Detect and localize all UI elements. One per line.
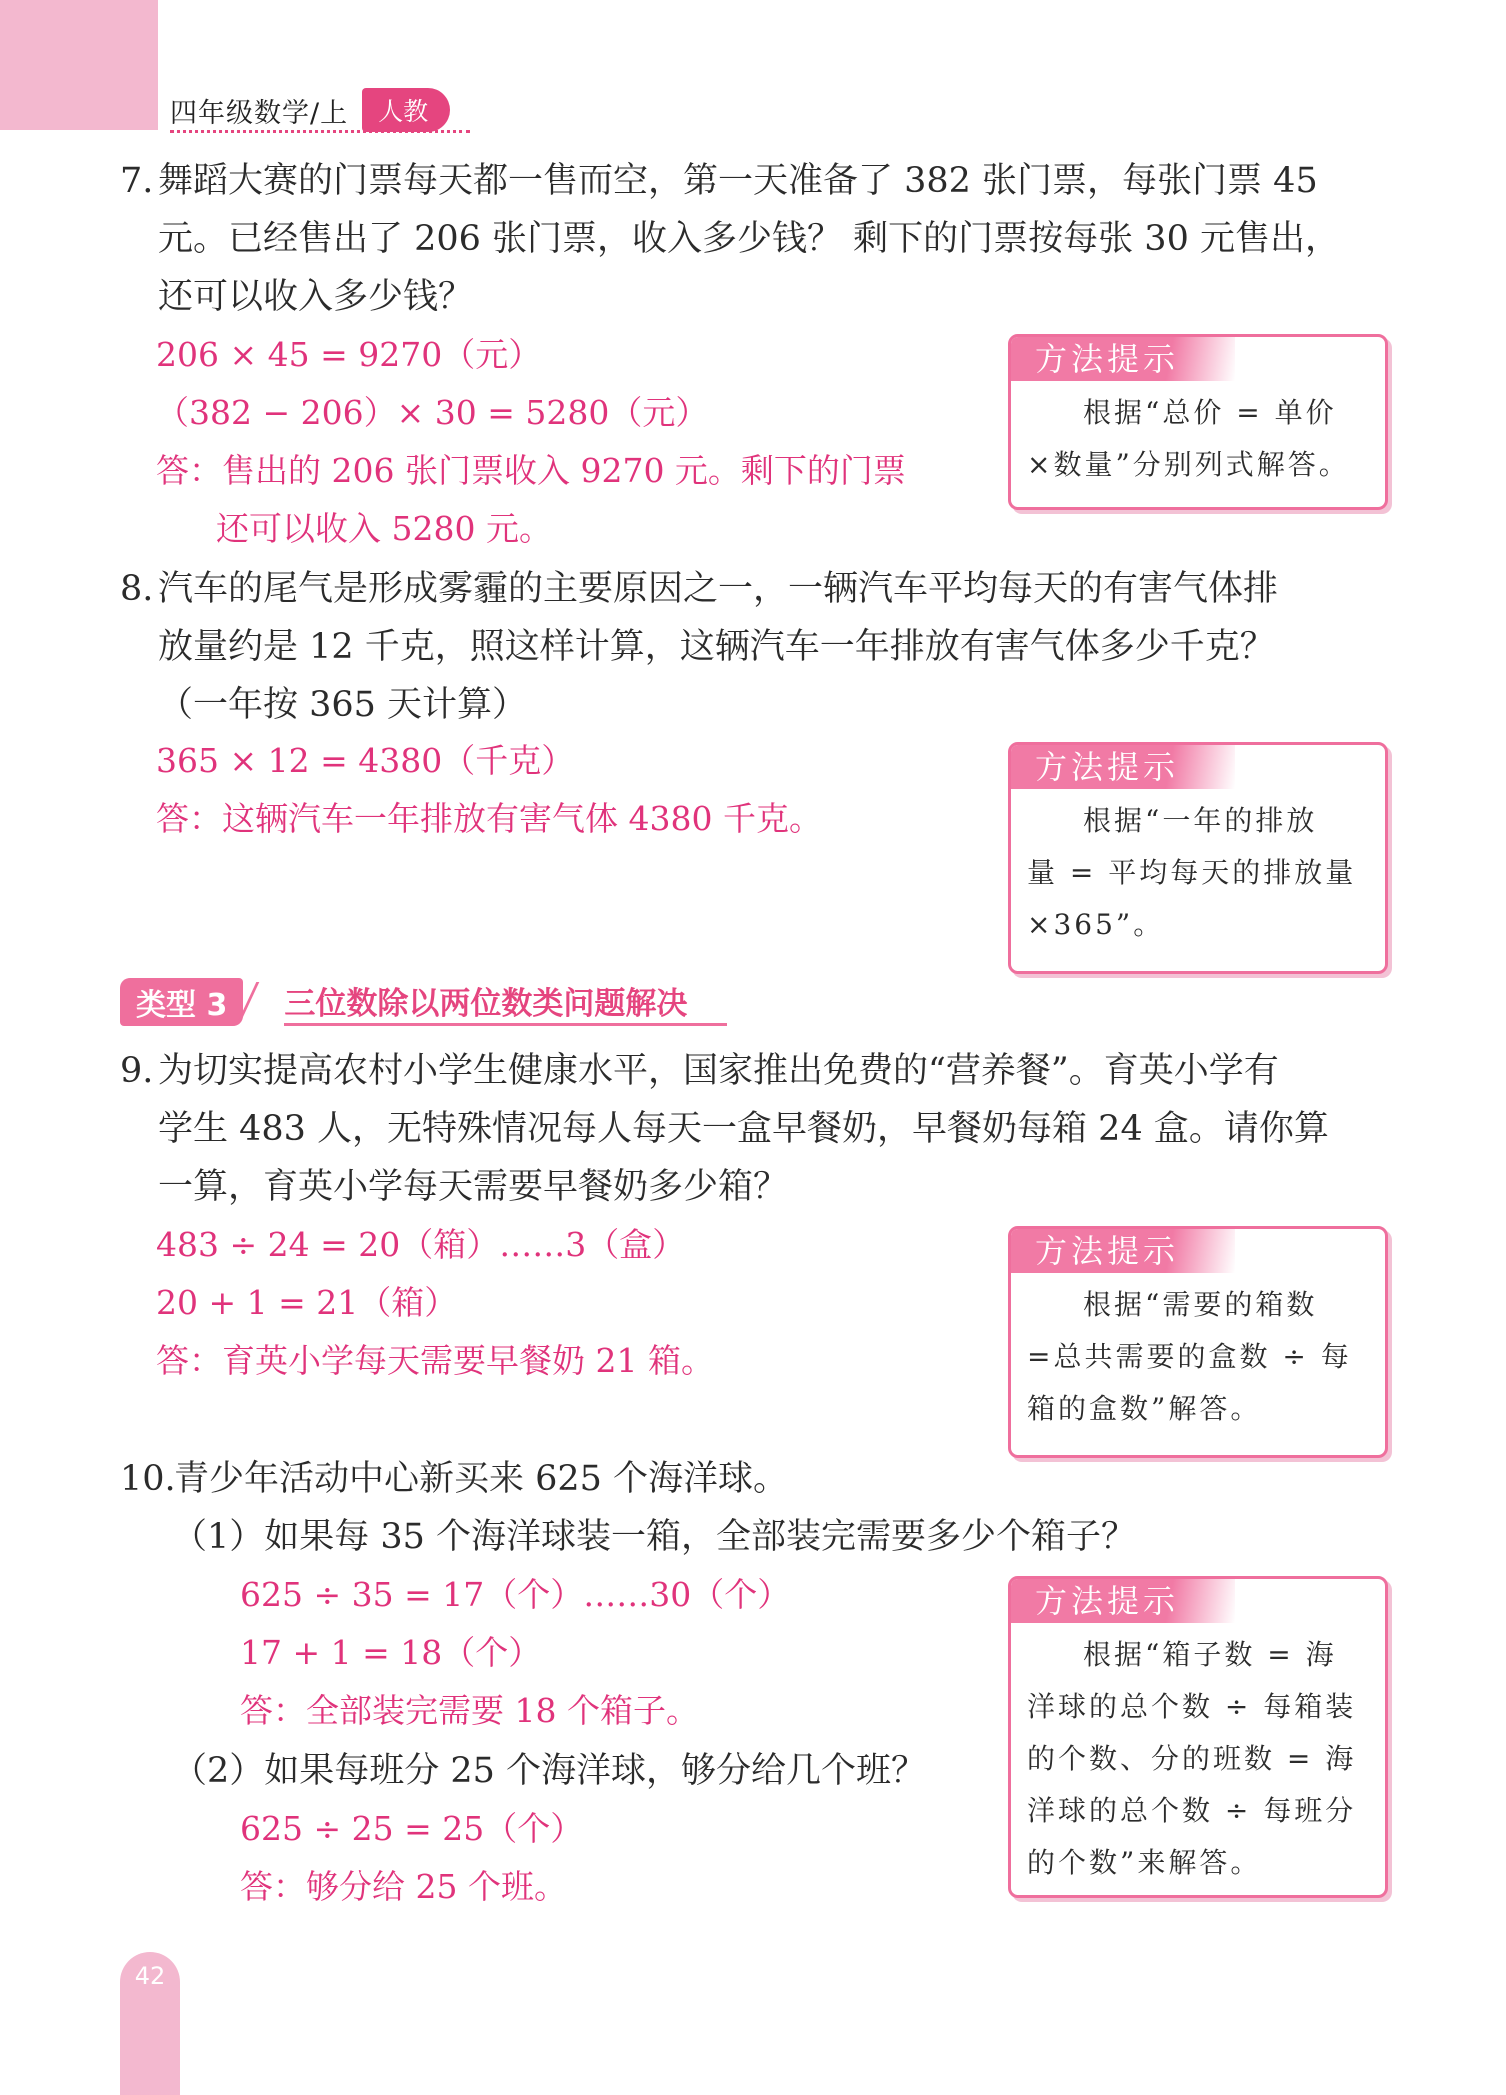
method-tip-7	[1008, 334, 1388, 510]
answer-7	[156, 326, 906, 558]
answer-line: 483 ÷ 24 = 20（箱）……3（盒）	[156, 1225, 686, 1264]
answer-line: 答：够分给 25 个班。	[240, 1867, 567, 1906]
answer-line: 365 × 12 = 4380（千克）	[156, 741, 575, 780]
problem-line: 还可以收入多少钱？	[158, 277, 474, 317]
problem-8	[120, 560, 1390, 734]
tip-body	[1027, 1279, 1371, 1435]
answer-10-2	[240, 1800, 583, 1916]
tip-line: 洋球的总个数 ÷ 每班分	[1027, 1794, 1357, 1827]
answer-line: 625 ÷ 25 = 25（个）	[240, 1809, 584, 1848]
tip-line: 箱的盒数”解答。	[1027, 1392, 1262, 1425]
tip-line: 洋球的总个数 ÷ 每箱装	[1027, 1690, 1357, 1723]
corner-tab	[0, 0, 158, 130]
tip-line: 根据“一年的排放	[1083, 804, 1318, 837]
method-tip-9	[1008, 1226, 1388, 1458]
tip-title: 方法提示	[1011, 337, 1235, 381]
problem-number: 7.	[120, 161, 154, 201]
problem-line: 青少年活动中心新买来 625 个海洋球。	[174, 1459, 789, 1499]
question-10-2	[172, 1742, 992, 1800]
problem-number: 10.	[120, 1459, 176, 1499]
section-divider	[238, 982, 290, 1022]
tip-line: 量 = 平均每天的排放量	[1027, 856, 1357, 889]
page-number: 42	[134, 1962, 166, 1990]
tip-title: 方法提示	[1011, 1229, 1235, 1273]
answer-line: 20 + 1 = 21（箱）	[156, 1283, 458, 1322]
section-title: 三位数除以两位数类问题解决	[284, 978, 727, 1026]
section-badge: 类型 3	[120, 978, 243, 1026]
question-10-1	[172, 1508, 1272, 1566]
tip-line: 的个数、分的班数 = 海	[1027, 1742, 1357, 1775]
tip-line: 的个数”来解答。	[1027, 1846, 1262, 1879]
answer-line: 答：这辆汽车一年排放有害气体 4380 千克。	[156, 799, 822, 838]
subject-label: 四年级数学/上	[170, 97, 349, 129]
method-tip-8	[1008, 742, 1388, 974]
problem-7	[120, 152, 1390, 326]
problem-line: 元。已经售出了 206 张门票，收入多少钱？ 剩下的门票按每张 30 元售出，	[158, 219, 1340, 259]
tip-line: 根据“总价 = 单价	[1083, 396, 1337, 429]
tip-body	[1027, 387, 1371, 491]
problem-line: 舞蹈大赛的门票每天都一售而空，第一天准备了 382 张门票，每张门票 45	[158, 161, 1318, 201]
answer-line: 206 × 45 = 9270（元）	[156, 335, 542, 374]
page-number-tab	[120, 1952, 180, 2095]
problem-9	[120, 1042, 1390, 1216]
answer-line: 答：售出的 206 张门票收入 9270 元。剩下的门票	[156, 451, 906, 490]
tip-line: 根据“需要的箱数	[1083, 1288, 1318, 1321]
tip-line: =总共需要的盒数 ÷ 每	[1027, 1340, 1352, 1373]
tip-line: 根据“箱子数 = 海	[1083, 1638, 1337, 1671]
answer-9	[156, 1216, 714, 1390]
tip-body	[1027, 795, 1371, 951]
problem-line: 为切实提高农村小学生健康水平，国家推出免费的“营养餐”。育英小学有	[158, 1051, 1279, 1091]
tip-line: ×数量”分别列式解答。	[1027, 448, 1350, 481]
tip-line: ×365”。	[1027, 908, 1165, 941]
tip-body	[1027, 1629, 1371, 1889]
problem-line: 放量约是 12 千克，照这样计算，这辆汽车一年排放有害气体多少千克？	[158, 627, 1275, 667]
answer-line: 17 + 1 = 18（个）	[240, 1633, 542, 1672]
answer-8	[156, 732, 822, 848]
problem-line: 汽车的尾气是形成雾霾的主要原因之一，一辆汽车平均每天的有害气体排	[158, 569, 1279, 609]
answer-line: 答：育英小学每天需要早餐奶 21 箱。	[156, 1341, 714, 1380]
answer-line: （382 − 206）× 30 = 5280（元）	[156, 393, 709, 432]
edition-badge: 人教	[362, 88, 450, 132]
page-header	[170, 88, 450, 132]
problem-line: （一年按 365 天计算）	[158, 685, 528, 725]
answer-line: 答：全部装完需要 18 个箱子。	[240, 1691, 699, 1730]
header-divider	[170, 130, 470, 133]
sub-question: （2）如果每班分 25 个海洋球，够分给几个班？	[172, 1751, 927, 1791]
problem-line: 学生 483 人，无特殊情况每人每天一盒早餐奶，早餐奶每箱 24 盒。请你算	[158, 1109, 1329, 1149]
answer-line: 还可以收入 5280 元。	[216, 509, 552, 548]
problem-number: 9.	[120, 1051, 154, 1091]
answer-10-1	[240, 1566, 790, 1740]
sub-question: （1）如果每 35 个海洋球装一箱，全部装完需要多少个箱子？	[172, 1517, 1137, 1557]
problem-10	[120, 1450, 1390, 1508]
problem-number: 8.	[120, 569, 154, 609]
answer-line: 625 ÷ 35 = 17（个）……30（个）	[240, 1575, 791, 1614]
section-header	[120, 980, 727, 1024]
problem-line: 一算，育英小学每天需要早餐奶多少箱？	[158, 1167, 789, 1207]
tip-title: 方法提示	[1011, 745, 1235, 789]
tip-title: 方法提示	[1011, 1579, 1235, 1623]
method-tip-10	[1008, 1576, 1388, 1898]
